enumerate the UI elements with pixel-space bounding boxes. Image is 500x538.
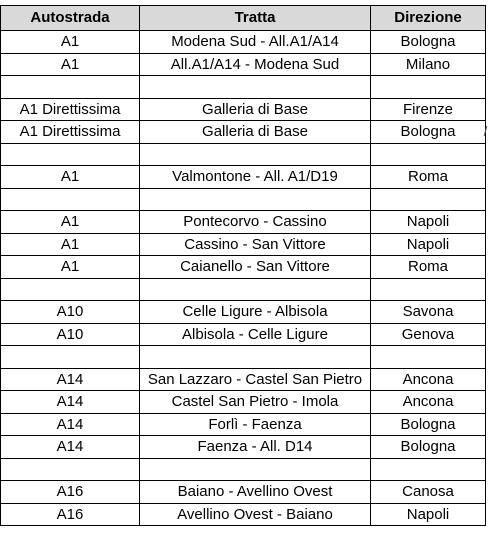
table-row [1,188,486,211]
cell-tratta[interactable]: Cassino - San Vittore [140,233,371,256]
cell-autostrada[interactable]: A14 [1,391,140,414]
cell-autostrada[interactable]: A1 [1,53,140,76]
cell-direzione[interactable]: Roma [371,166,486,189]
table-row [1,76,486,99]
cell-direzione[interactable] [371,143,486,166]
cell-direzione[interactable]: Bologna [371,413,486,436]
cell-direzione[interactable]: Bologna [371,436,486,459]
cell-tratta[interactable]: Galleria di Base [140,121,371,144]
table-row [1,346,486,369]
cell-direzione[interactable]: Bologna [371,121,486,144]
cell-tratta[interactable]: Celle Ligure - Albisola [140,301,371,324]
cell-autostrada[interactable]: A1 [1,166,140,189]
cell-direzione[interactable] [371,458,486,481]
cell-autostrada[interactable]: A14 [1,413,140,436]
cell-tratta[interactable]: Forlì - Faenza [140,413,371,436]
cell-tratta[interactable]: Albisola - Celle Ligure [140,323,371,346]
cell-autostrada[interactable] [1,143,140,166]
cell-direzione[interactable]: Canosa [371,481,486,504]
table-row [1,121,486,144]
cell-direzione[interactable]: Bologna [371,31,486,54]
table-row [1,31,486,54]
cell-direzione[interactable] [371,188,486,211]
cell-tratta[interactable]: Avellino Ovest - Baiano [140,503,371,526]
cell-tratta[interactable]: Faenza - All. D14 [140,436,371,459]
cell-direzione[interactable]: Ancona [371,391,486,414]
table-row [1,278,486,301]
header-autostrada[interactable]: Autostrada [1,6,140,31]
cell-direzione[interactable]: Napoli [371,503,486,526]
cell-direzione[interactable]: Firenze [371,98,486,121]
cell-tratta[interactable]: Caianello - San Vittore [140,256,371,279]
cell-autostrada[interactable] [1,458,140,481]
closures-table [0,5,486,526]
cell-direzione[interactable] [371,76,486,99]
cell-tratta[interactable]: San Lazzaro - Castel San Pietro [140,368,371,391]
cell-autostrada[interactable]: A1 Direttissima [1,98,140,121]
cell-tratta[interactable]: Castel San Pietro - Imola [140,391,371,414]
cell-autostrada[interactable]: A1 Direttissima [1,121,140,144]
cell-tratta[interactable]: Modena Sud - All.A1/A14 [140,31,371,54]
cell-autostrada[interactable]: A1 [1,211,140,234]
header-row [1,6,486,31]
cell-autostrada[interactable]: A14 [1,436,140,459]
cell-tratta[interactable] [140,76,371,99]
table-row [1,391,486,414]
table-row [1,368,486,391]
table-row [1,458,486,481]
cell-direzione[interactable]: Roma [371,256,486,279]
table-row [1,436,486,459]
table-row [1,323,486,346]
cell-tratta[interactable] [140,278,371,301]
cell-autostrada[interactable] [1,346,140,369]
table-row [1,166,486,189]
table-row [1,143,486,166]
cell-tratta[interactable]: Pontecorvo - Cassino [140,211,371,234]
cell-tratta[interactable]: Valmontone - All. A1/D19 [140,166,371,189]
cell-tratta[interactable]: Galleria di Base [140,98,371,121]
table-row [1,413,486,436]
cell-tratta[interactable]: Baiano - Avellino Ovest [140,481,371,504]
cell-autostrada[interactable]: A1 [1,256,140,279]
cell-tratta[interactable]: All.A1/A14 - Modena Sud [140,53,371,76]
header-direzione[interactable]: Direzione [371,6,486,31]
table-row [1,256,486,279]
cell-direzione[interactable]: Genova [371,323,486,346]
cell-direzione[interactable]: Napoli [371,233,486,256]
table-row [1,503,486,526]
table-row [1,301,486,324]
table-row [1,211,486,234]
table-body [1,31,486,526]
cell-direzione[interactable]: Savona [371,301,486,324]
cell-autostrada[interactable] [1,188,140,211]
cell-autostrada[interactable]: A16 [1,481,140,504]
table-row [1,53,486,76]
cell-tratta[interactable] [140,458,371,481]
table-row [1,98,486,121]
cell-autostrada[interactable]: A14 [1,368,140,391]
cell-autostrada[interactable] [1,76,140,99]
cell-tratta[interactable] [140,188,371,211]
cell-direzione[interactable]: Milano [371,53,486,76]
cell-autostrada[interactable]: A10 [1,323,140,346]
table-row [1,481,486,504]
cell-autostrada[interactable]: A16 [1,503,140,526]
cell-autostrada[interactable]: A1 [1,233,140,256]
table-row [1,233,486,256]
cell-direzione[interactable] [371,278,486,301]
cell-autostrada[interactable] [1,278,140,301]
cell-tratta[interactable] [140,143,371,166]
cell-direzione[interactable] [371,346,486,369]
cell-direzione[interactable]: Ancona [371,368,486,391]
cell-direzione[interactable]: Napoli [371,211,486,234]
header-tratta[interactable]: Tratta [140,6,371,31]
cell-tratta[interactable] [140,346,371,369]
cell-autostrada[interactable]: A10 [1,301,140,324]
cell-autostrada[interactable]: A1 [1,31,140,54]
